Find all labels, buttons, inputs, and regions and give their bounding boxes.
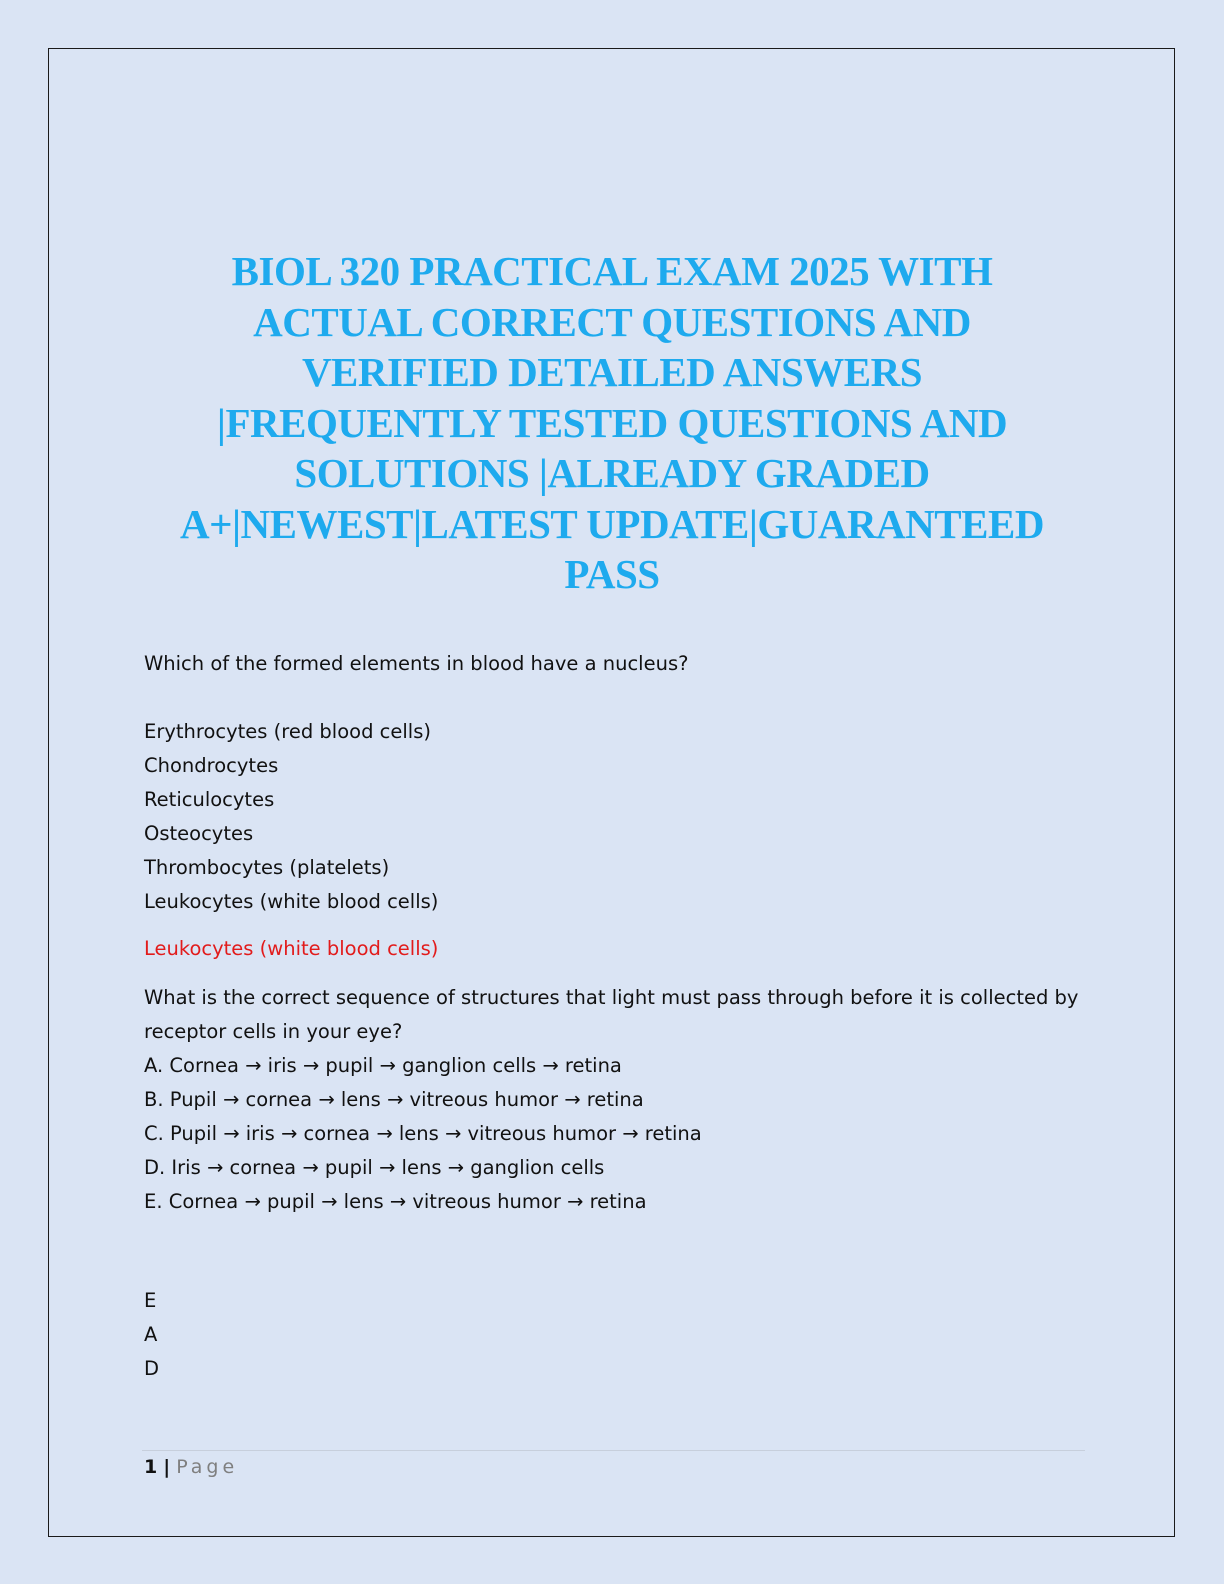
page-number: 1: [144, 1456, 158, 1478]
page-label: Page: [176, 1456, 239, 1478]
option-item: E. Cornea → pupil → lens → vitreous humor → retina: [144, 1190, 647, 1213]
title-line: ACTUAL CORRECT QUESTIONS AND: [253, 298, 971, 345]
option-item: Thrombocytes (platelets): [144, 856, 390, 879]
option-item: A. Cornea → iris → pupil → ganglion cells → retina: [144, 1054, 622, 1077]
question-1-answer: [144, 932, 1084, 966]
option-item: Erythrocytes (red blood cells): [144, 720, 431, 743]
footer-divider: [142, 1450, 1085, 1451]
answer-letter: A: [144, 1323, 158, 1346]
title-line: A+|NEWEST|LATEST UPDATE|GUARANTEED: [180, 500, 1044, 547]
answer-letters: [144, 1284, 1084, 1386]
title-line: SOLUTIONS |ALREADY GRADED: [294, 450, 930, 496]
option-item: Chondrocytes: [144, 754, 279, 777]
option-item: Osteocytes: [144, 822, 254, 845]
option-item: B. Pupil → cornea → lens → vitreous humor → retina: [144, 1088, 644, 1111]
question-2: [144, 981, 1084, 1219]
title-line: |FREQUENTLY TESTED QUESTIONS AND: [216, 399, 1008, 446]
answer-text: Leukocytes (white blood cells): [144, 937, 439, 960]
question-text: Which of the formed elements in blood have a nucleus?: [144, 652, 689, 675]
option-item: C. Pupil → iris → cornea → lens → vitreous humor → retina: [144, 1122, 702, 1145]
footer-separator: |: [163, 1456, 171, 1478]
option-item: D. Iris → cornea → pupil → lens → ganglion cells: [144, 1156, 605, 1179]
option-item: Leukocytes (white blood cells): [144, 890, 439, 913]
question-text: What is the correct sequence of structures that light must pass through before it is collected by: [144, 986, 1079, 1009]
document-title: [130, 246, 1094, 600]
question-1-options: [144, 715, 1084, 919]
option-item: Reticulocytes: [144, 788, 275, 811]
answer-letter: D: [144, 1357, 160, 1380]
title-line: PASS: [564, 551, 660, 597]
title-line: VERIFIED DETAILED ANSWERS: [301, 349, 923, 395]
title-line: BIOL 320 PRACTICAL EXAM 2025 WITH: [231, 248, 993, 294]
question-text: receptor cells in your eye?: [144, 1020, 403, 1043]
question-1-prompt: [144, 647, 1084, 681]
page-footer: [144, 1454, 238, 1480]
answer-letter: E: [144, 1289, 157, 1312]
